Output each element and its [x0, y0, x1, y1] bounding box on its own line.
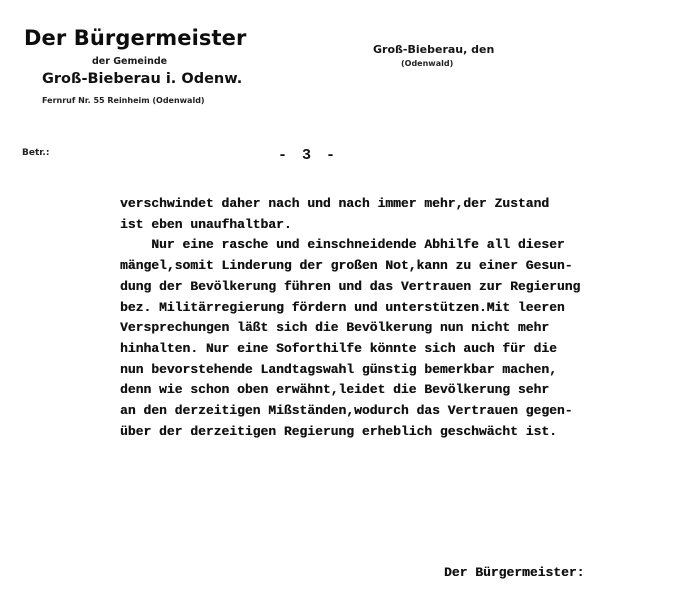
letterhead-phone: Fernruf Nr. 55 Reinheim (Odenwald)	[42, 96, 205, 105]
place-region: (Odenwald)	[401, 59, 454, 68]
place-date-line: Groß-Bieberau, den	[373, 43, 495, 56]
body-line: ist eben unaufhaltbar.	[120, 216, 292, 232]
body-line: bez. Militärregierung fördern und unterstützen.Mit leeren	[120, 299, 565, 315]
letterhead-subtitle: der Gemeinde	[92, 56, 168, 67]
letter-body	[120, 194, 660, 442]
body-line: an den derzeitigen Mißständen,wodurch das Vertrauen gegen-	[120, 403, 573, 419]
body-line: nun bevorstehende Landtagswahl günstig bemerkbar machen,	[120, 361, 557, 377]
body-line: hinhalten. Nur eine Soforthilfe könnte sich auch für die	[120, 340, 557, 356]
body-line: mängel,somit Linderung der großen Not,kann zu einer Gesun-	[120, 258, 573, 274]
body-line: dung der Bevölkerung führen und das Vertrauen zur Regierung	[120, 278, 581, 294]
letterhead-town: Groß-Bieberau i. Odenw.	[42, 71, 243, 87]
signature-line: Der Bürgermeister:	[444, 565, 585, 580]
body-line: über der derzeitigen Regierung erheblich geschwächt ist.	[120, 423, 557, 439]
body-line: denn wie schon oben erwähnt,leidet die Bevölkerung sehr	[120, 382, 550, 398]
subject-label: Betr.:	[22, 148, 50, 158]
body-line: verschwindet daher nach und nach immer mehr,der Zustand	[120, 196, 550, 211]
body-line: Nur eine rasche und einschneidende Abhilfe all dieser	[120, 237, 565, 253]
body-line: Versprechungen läßt sich die Bevölkerung nun nicht mehr	[120, 320, 550, 336]
letterhead-title: Der Bürgermeister	[24, 26, 247, 50]
page-number: - 3 -	[278, 147, 339, 164]
